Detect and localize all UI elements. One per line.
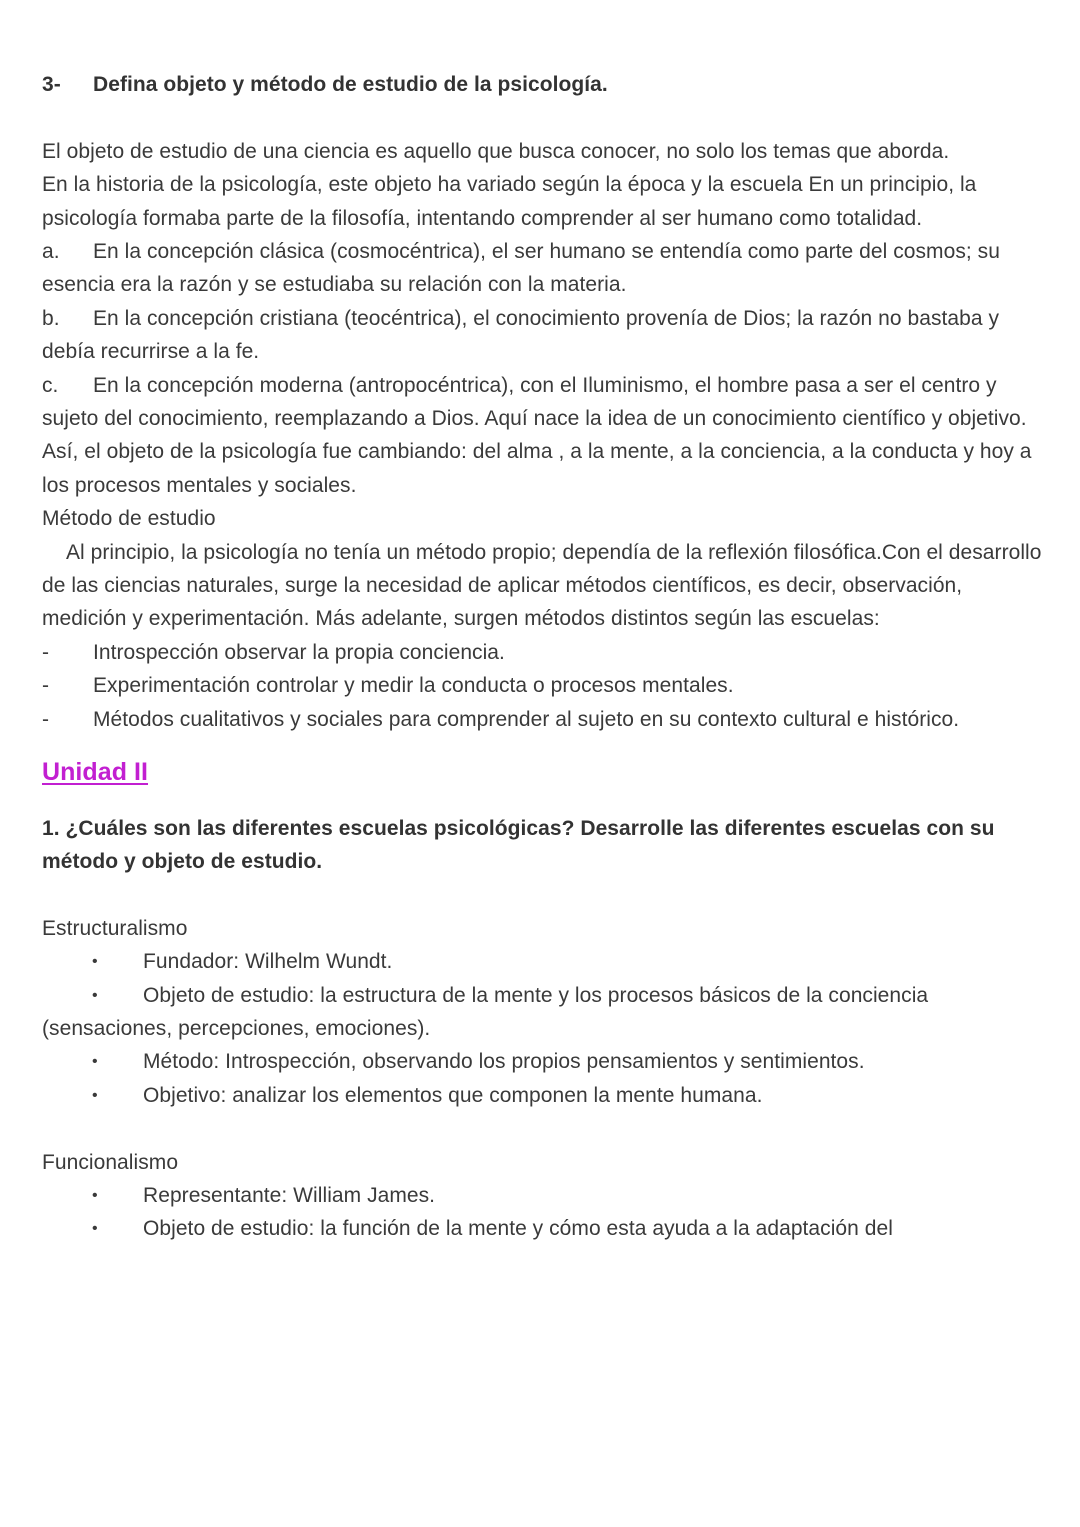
bullet-icon: • xyxy=(92,1086,98,1104)
structuralism-bullet-method xyxy=(42,1045,1042,1078)
structuralism-bullet-founder xyxy=(42,945,1042,978)
list-item-c xyxy=(42,369,1042,436)
bullet-icon: • xyxy=(92,1220,98,1238)
bullet-icon: • xyxy=(92,953,98,971)
list-item-a xyxy=(42,235,1042,302)
unit-2-heading-link[interactable]: Unidad II xyxy=(42,758,149,787)
dash-marker: - xyxy=(42,707,50,731)
school-functionalism-title: Funcionalismo xyxy=(42,1150,179,1174)
list-marker: b. xyxy=(42,306,60,330)
list-marker: a. xyxy=(42,240,60,264)
dash-item-experimentation xyxy=(42,669,1042,702)
bullet-text: Representante: William James. xyxy=(143,1183,436,1207)
structuralism-bullet-goal xyxy=(42,1079,1042,1112)
list-item-text: En la concepción cristiana (teocéntrica), el conocimiento provenía de Dios; la razón no bastaba y debía recurrirse a la fe. xyxy=(42,306,1000,364)
functionalism-bullet-object xyxy=(42,1212,1042,1245)
structuralism-bullet-object xyxy=(42,979,1042,1046)
list-item-b xyxy=(42,302,1042,369)
dash-marker: - xyxy=(42,674,50,698)
bullet-text: Fundador: Wilhelm Wundt. xyxy=(143,950,393,974)
dash-item-text: Métodos cualitativos y sociales para comprender al sujeto en su contexto cultural e histórico. xyxy=(93,707,960,731)
bullet-icon: • xyxy=(92,1186,98,1204)
list-item-text: En la concepción clásica (cosmocéntrica), el ser humano se entendía como parte del cosmos; su esencia era la razón y se estudiaba su relación con la materia. xyxy=(42,240,1000,297)
method-heading: Método de estudio xyxy=(42,507,216,531)
list-item-text: En la concepción moderna (antropocéntrica), con el Iluminismo, el hombre pasa a ser el centro y sujeto del conocimiento, reemplazando a Dios. Aquí nace la idea de un conocimiento científico y objetivo. xyxy=(42,373,1027,431)
school-structuralism-title: Estructuralismo xyxy=(42,916,188,940)
question-1-heading: 1. ¿Cuáles son las diferentes escuelas psicológicas? Desarrolle las diferentes escuelas con su método y objeto de estudio. xyxy=(42,816,995,873)
bullet-text: Método: Introspección, observando los propios pensamientos y sentimientos. xyxy=(143,1050,865,1074)
bullet-text: Objetivo: analizar los elementos que componen la mente humana. xyxy=(143,1083,763,1107)
functionalism-bullet-representative xyxy=(42,1179,1042,1212)
dash-item-qualitative xyxy=(42,703,1042,736)
paragraph-history: En la historia de la psicología, este objeto ha variado según la época y la escuela En un principio, la psicología formaba parte de la filosofía, intentando comprender al ser humano como totalidad. xyxy=(42,173,977,230)
bullet-text: Objeto de estudio: la estructura de la mente y los procesos básicos de la conciencia (sensaciones, percepciones, emociones). xyxy=(42,983,929,1040)
dash-item-introspection xyxy=(42,636,1042,669)
list-marker: c. xyxy=(42,373,59,397)
paragraph-evolution: Así, el objeto de la psicología fue cambiando: del alma , a la mente, a la conciencia, a la conducta y hoy a los procesos mentales y sociales. xyxy=(42,440,1032,497)
question-title: Defina objeto y método de estudio de la psicología. xyxy=(93,73,608,96)
question-number: 3- xyxy=(42,73,61,96)
bullet-icon: • xyxy=(92,986,98,1004)
dash-item-text: Experimentación controlar y medir la conducta o procesos mentales. xyxy=(93,674,734,698)
question-3-heading xyxy=(42,68,1042,101)
bullet-icon: • xyxy=(92,1053,98,1071)
dash-marker: - xyxy=(42,640,50,664)
paragraph-method: Al principio, la psicología no tenía un método propio; dependía de la reflexión filosófica.Con el desarrollo de las ciencias naturales, surge la necesidad de aplicar métodos científicos, es decir, observación, medición y experimentación. Más adelante, surgen métodos distintos según las escuelas: xyxy=(42,540,1042,631)
paragraph-object-definition: El objeto de estudio de una ciencia es aquello que busca conocer, no solo los temas que aborda. xyxy=(42,139,950,163)
document-page xyxy=(42,68,1042,1246)
dash-item-text: Introspección observar la propia conciencia. xyxy=(93,640,505,664)
bullet-text: Objeto de estudio: la función de la mente y cómo esta ayuda a la adaptación del xyxy=(143,1217,893,1241)
